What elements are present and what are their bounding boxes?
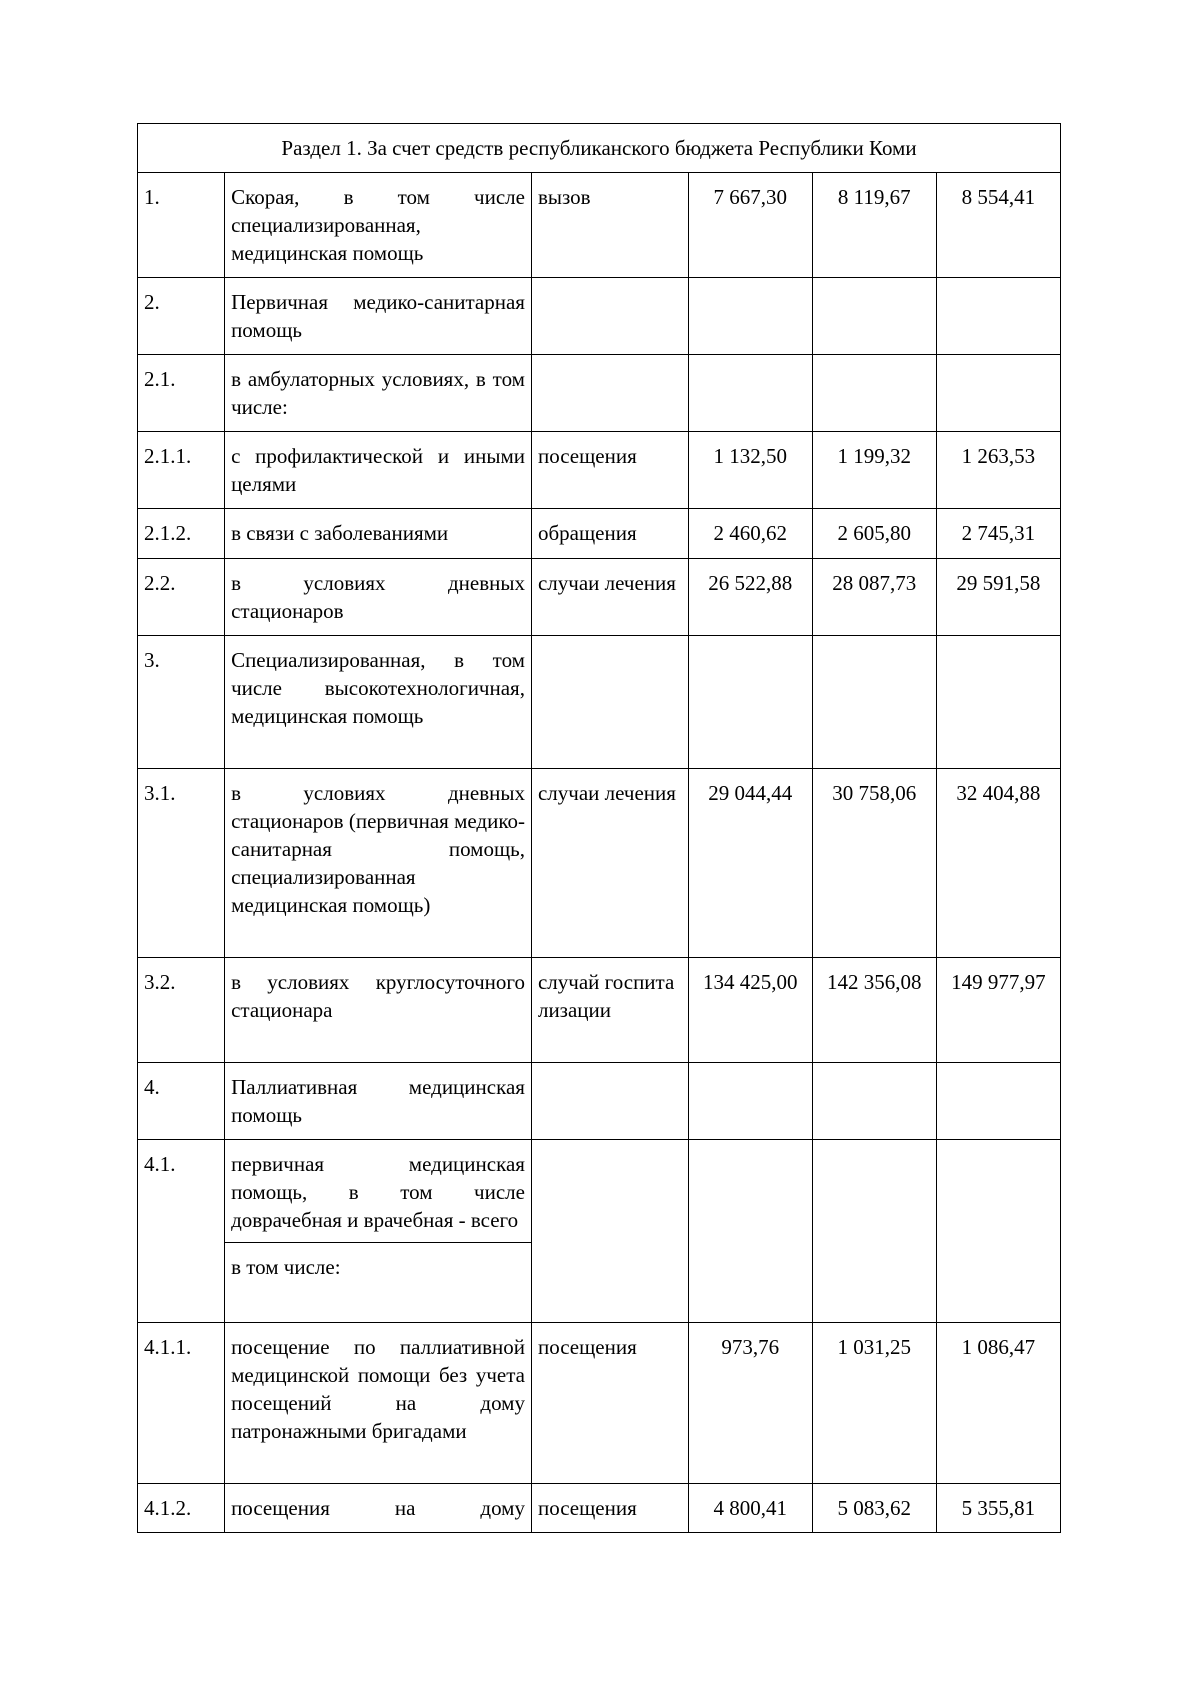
row-number: 3.2. (138, 958, 225, 1063)
row-name: в связи с заболеваниями (225, 509, 532, 559)
row-unit (531, 1063, 688, 1140)
row-value-1: 973,76 (688, 1323, 812, 1484)
row-value-2 (812, 1063, 936, 1140)
table-row (138, 1063, 1061, 1140)
row-value-1: 4 800,41 (688, 1484, 812, 1533)
section-caption-row (138, 124, 1061, 173)
row-value-2 (812, 278, 936, 355)
row-value-3 (936, 636, 1060, 769)
table-row (138, 958, 1061, 1063)
row-value-3: 1 086,47 (936, 1323, 1060, 1484)
table-row (138, 1140, 1061, 1323)
table-row (138, 509, 1061, 559)
row-name: Скорая, в том числе специализированная, медицинская помощь (225, 173, 532, 278)
row-unit: случай госпитализации (531, 958, 688, 1063)
row-value-2 (812, 1140, 936, 1323)
row-name: в условиях дневных стационаров (225, 559, 532, 636)
table-row (138, 559, 1061, 636)
row-value-2: 8 119,67 (812, 173, 936, 278)
row-number: 3. (138, 636, 225, 769)
row-value-1 (688, 355, 812, 432)
row-value-1 (688, 278, 812, 355)
row-unit: посещения (531, 432, 688, 509)
row-value-1: 134 425,00 (688, 958, 812, 1063)
row-number: 2.1.2. (138, 509, 225, 559)
row-sub-name: в том числе: (225, 1242, 531, 1289)
row-value-3: 32 404,88 (936, 769, 1060, 958)
table-row (138, 173, 1061, 278)
row-number: 2.2. (138, 559, 225, 636)
row-unit: случаи лечения (531, 559, 688, 636)
row-value-2: 5 083,62 (812, 1484, 936, 1533)
row-value-2: 2 605,80 (812, 509, 936, 559)
row-number: 2.1.1. (138, 432, 225, 509)
row-value-3: 1 263,53 (936, 432, 1060, 509)
row-unit (531, 278, 688, 355)
row-value-1: 29 044,44 (688, 769, 812, 958)
row-unit: обращения (531, 509, 688, 559)
row-unit: вызов (531, 173, 688, 278)
row-value-3: 149 977,97 (936, 958, 1060, 1063)
row-unit: случаи лечения (531, 769, 688, 958)
section-caption: Раздел 1. За счет средств республиканского бюджета Республики Коми (138, 124, 1061, 173)
row-unit (531, 636, 688, 769)
row-value-3 (936, 1063, 1060, 1140)
row-number: 2. (138, 278, 225, 355)
row-value-2 (812, 355, 936, 432)
row-value-1: 1 132,50 (688, 432, 812, 509)
row-value-2: 1 199,32 (812, 432, 936, 509)
row-name: с профилактической и иными целями (225, 432, 532, 509)
row-name: посещение по паллиативной медицинской помощи без учета посещений на дому патронажными бригадами (225, 1323, 532, 1484)
row-number: 2.1. (138, 355, 225, 432)
row-value-3 (936, 278, 1060, 355)
row-value-3: 29 591,58 (936, 559, 1060, 636)
row-value-1 (688, 1063, 812, 1140)
row-value-2: 30 758,06 (812, 769, 936, 958)
row-value-2: 142 356,08 (812, 958, 936, 1063)
row-value-1 (688, 636, 812, 769)
row-unit: посещения (531, 1484, 688, 1533)
row-value-2 (812, 636, 936, 769)
table-row (138, 278, 1061, 355)
table-row (138, 432, 1061, 509)
row-value-1: 2 460,62 (688, 509, 812, 559)
row-name: первичная медицинская помощь, в том числе доврачебная и врачебная - всего (231, 1152, 525, 1232)
row-value-1 (688, 1140, 812, 1323)
row-number: 4.1.2. (138, 1484, 225, 1533)
table-row (138, 769, 1061, 958)
table-row (138, 355, 1061, 432)
row-number: 1. (138, 173, 225, 278)
table-row (138, 636, 1061, 769)
row-number: 4.1. (138, 1140, 225, 1323)
row-name: в условиях круглосуточного стационара (225, 958, 532, 1063)
row-unit (531, 1140, 688, 1323)
row-number: 4. (138, 1063, 225, 1140)
row-name-cell (225, 1140, 532, 1323)
row-value-3: 8 554,41 (936, 173, 1060, 278)
row-name-text: посещения на дому (231, 1496, 525, 1520)
row-value-2: 28 087,73 (812, 559, 936, 636)
table-row (138, 1323, 1061, 1484)
row-value-3 (936, 355, 1060, 432)
row-value-2: 1 031,25 (812, 1323, 936, 1484)
row-value-3: 5 355,81 (936, 1484, 1060, 1533)
row-value-3 (936, 1140, 1060, 1323)
row-value-1: 7 667,30 (688, 173, 812, 278)
table-row (138, 1484, 1061, 1533)
row-name: Паллиативная медицинская помощь (225, 1063, 532, 1140)
row-name: Первичная медико-санитарная помощь (225, 278, 532, 355)
row-unit: посещения (531, 1323, 688, 1484)
row-number: 3.1. (138, 769, 225, 958)
tariff-table (137, 123, 1061, 1533)
row-name: в условиях дневных стационаров (первичная медико-санитарная помощь, специализированная медицинская помощь) (225, 769, 532, 958)
row-value-3: 2 745,31 (936, 509, 1060, 559)
row-value-1: 26 522,88 (688, 559, 812, 636)
row-name: в амбулаторных условиях, в том числе: (225, 355, 532, 432)
row-name: Специализированная, в том числе высокотехнологичная, медицинская помощь (225, 636, 532, 769)
row-name (225, 1484, 532, 1533)
row-number: 4.1.1. (138, 1323, 225, 1484)
row-unit (531, 355, 688, 432)
